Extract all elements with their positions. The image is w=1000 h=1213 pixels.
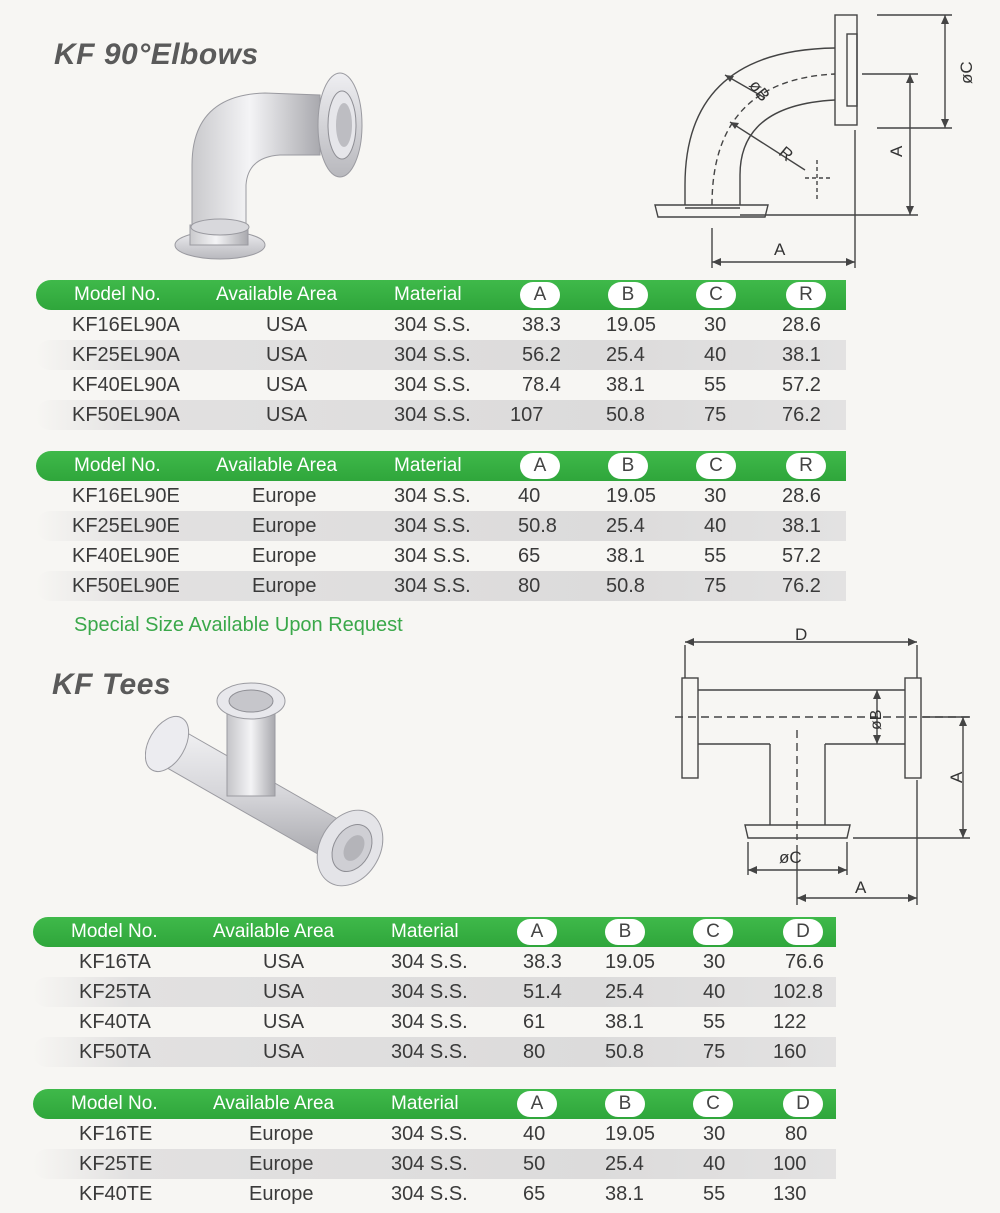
cell-a: 61 xyxy=(523,1011,546,1033)
cell-material: 304 S.S. xyxy=(394,374,471,396)
header-b: B xyxy=(608,282,648,308)
cell-d: 122 xyxy=(773,1011,807,1033)
cell-material: 304 S.S. xyxy=(391,1011,468,1033)
cell-b: 38.1 xyxy=(606,374,645,396)
elbow-dim-a-horizontal: A xyxy=(774,240,786,259)
cell-c: 40 xyxy=(704,515,727,537)
cell-b: 19.05 xyxy=(605,951,656,973)
cell-a: 56.2 xyxy=(522,344,561,366)
tee-dim-a-horizontal: A xyxy=(855,878,867,897)
header-c: C xyxy=(696,453,736,479)
header-model: Model No. xyxy=(71,1093,158,1114)
cell-area: USA xyxy=(263,1011,305,1033)
cell-material: 304 S.S. xyxy=(391,1041,468,1063)
cell-a: 65 xyxy=(523,1183,546,1205)
cell-c: 40 xyxy=(703,981,726,1003)
header-a: A xyxy=(517,919,557,945)
cell-b: 19.05 xyxy=(605,1123,656,1145)
cell-b: 25.4 xyxy=(606,515,645,537)
cell-area: USA xyxy=(263,981,305,1003)
cell-model: KF40TA xyxy=(79,1011,151,1033)
cell-model: KF50EL90A xyxy=(72,404,180,426)
header-area: Available Area xyxy=(213,1093,335,1114)
cell-a: 65 xyxy=(518,545,541,567)
cell-c: 30 xyxy=(704,314,727,336)
cell-b: 19.05 xyxy=(606,314,657,336)
table-header xyxy=(33,917,836,947)
cell-area: USA xyxy=(266,404,308,426)
header-area: Available Area xyxy=(216,455,338,476)
table-row xyxy=(33,1007,836,1037)
header-material: Material xyxy=(394,284,462,305)
header-model: Model No. xyxy=(74,455,161,476)
cell-b: 50.8 xyxy=(606,575,645,597)
cell-d: 102.8 xyxy=(773,981,824,1003)
tee-dim-b: øB xyxy=(868,709,885,730)
cell-c: 30 xyxy=(704,485,727,507)
header-area: Available Area xyxy=(213,921,335,942)
tee-diagram xyxy=(665,620,985,905)
cell-material: 304 S.S. xyxy=(394,515,471,537)
table-row xyxy=(33,977,836,1007)
elbows-europe-table xyxy=(36,451,846,601)
cell-r: 38.1 xyxy=(782,344,821,366)
cell-area: Europe xyxy=(249,1123,314,1145)
cell-r: 57.2 xyxy=(782,374,821,396)
cell-c: 40 xyxy=(703,1153,726,1175)
tees-title: KF Tees xyxy=(52,668,172,701)
header-a: A xyxy=(520,453,560,479)
cell-a: 40 xyxy=(518,485,541,507)
cell-a: 50.8 xyxy=(518,515,557,537)
cell-model: KF25TA xyxy=(79,981,151,1003)
header-b: B xyxy=(605,919,645,945)
table-row xyxy=(36,511,846,541)
cell-model: KF40EL90E xyxy=(72,545,180,567)
cell-a: 80 xyxy=(523,1041,546,1063)
cell-c: 55 xyxy=(704,545,727,567)
cell-model: KF16TA xyxy=(79,951,151,973)
cell-r: 38.1 xyxy=(782,515,821,537)
elbow-dim-c: øC xyxy=(957,61,976,84)
cell-a: 38.3 xyxy=(523,951,562,973)
tee-dim-a-vertical: A xyxy=(947,771,966,783)
cell-model: KF25EL90E xyxy=(72,515,180,537)
cell-area: USA xyxy=(263,951,305,973)
cell-area: Europe xyxy=(249,1183,314,1205)
cell-model: KF50EL90E xyxy=(72,575,180,597)
cell-area: Europe xyxy=(252,545,317,567)
cell-model: KF40TE xyxy=(79,1183,153,1205)
table-row xyxy=(33,1119,836,1149)
tee-dim-c: øC xyxy=(779,848,802,867)
header-material: Material xyxy=(394,455,462,476)
cell-material: 304 S.S. xyxy=(394,575,471,597)
cell-c: 75 xyxy=(703,1041,726,1063)
header-a: A xyxy=(517,1091,557,1117)
tees-usa-table xyxy=(33,917,836,1067)
header-d: D xyxy=(783,1091,823,1117)
cell-area: Europe xyxy=(252,515,317,537)
cell-a: 78.4 xyxy=(522,374,561,396)
cell-material: 304 S.S. xyxy=(394,314,471,336)
table-header xyxy=(36,280,846,310)
cell-b: 38.1 xyxy=(605,1183,644,1205)
cell-material: 304 S.S. xyxy=(391,1153,468,1175)
table-row xyxy=(36,370,846,400)
cell-c: 55 xyxy=(703,1183,726,1205)
table-row xyxy=(36,481,846,511)
cell-area: Europe xyxy=(252,575,317,597)
header-b: B xyxy=(605,1091,645,1117)
cell-area: USA xyxy=(266,344,308,366)
header-a: A xyxy=(520,282,560,308)
cell-b: 25.4 xyxy=(605,1153,644,1175)
table-row xyxy=(33,1037,836,1067)
header-area: Available Area xyxy=(216,284,338,305)
cell-a: 80 xyxy=(518,575,541,597)
cell-model: KF16EL90A xyxy=(72,314,180,336)
cell-a: 51.4 xyxy=(523,981,562,1003)
table-row xyxy=(36,571,846,601)
cell-c: 55 xyxy=(704,374,727,396)
cell-material: 304 S.S. xyxy=(391,981,468,1003)
cell-c: 75 xyxy=(704,575,727,597)
cell-r: 28.6 xyxy=(782,485,821,507)
tees-europe-table xyxy=(33,1089,836,1209)
table-row xyxy=(36,310,846,340)
cell-model: KF40EL90A xyxy=(72,374,180,396)
cell-r: 76.2 xyxy=(782,404,821,426)
elbow-photo xyxy=(170,55,390,270)
table-row xyxy=(33,1179,836,1209)
table-row xyxy=(33,947,836,977)
cell-d: 100 xyxy=(773,1153,807,1175)
header-r: R xyxy=(786,453,826,479)
elbow-diagram xyxy=(640,10,985,275)
cell-model: KF25TE xyxy=(79,1153,153,1175)
cell-material: 304 S.S. xyxy=(394,545,471,567)
header-model: Model No. xyxy=(74,284,161,305)
cell-r: 57.2 xyxy=(782,545,821,567)
table-row xyxy=(33,1149,836,1179)
cell-d: 76.6 xyxy=(785,951,824,973)
cell-b: 19.05 xyxy=(606,485,657,507)
table-header xyxy=(36,451,846,481)
cell-b: 25.4 xyxy=(606,344,645,366)
cell-model: KF16TE xyxy=(79,1123,153,1145)
header-model: Model No. xyxy=(71,921,158,942)
cell-model: KF25EL90A xyxy=(72,344,180,366)
elbows-usa-table xyxy=(36,280,846,430)
cell-c: 30 xyxy=(703,1123,726,1145)
tee-dim-d: D xyxy=(795,625,808,644)
special-size-note: Special Size Available Upon Request xyxy=(74,614,403,636)
cell-b: 50.8 xyxy=(605,1041,644,1063)
elbow-dim-r: R xyxy=(775,142,797,166)
elbows-title: KF 90°Elbows xyxy=(54,38,259,71)
cell-area: USA xyxy=(266,374,308,396)
header-material: Material xyxy=(391,921,459,942)
cell-c: 55 xyxy=(703,1011,726,1033)
cell-r: 76.2 xyxy=(782,575,821,597)
header-c: C xyxy=(696,282,736,308)
table-row xyxy=(36,400,846,430)
elbow-dim-b: øB xyxy=(745,76,774,105)
cell-model: KF50TA xyxy=(79,1041,151,1063)
table-row xyxy=(36,340,846,370)
cell-area: Europe xyxy=(249,1153,314,1175)
table-row xyxy=(36,541,846,571)
cell-a: 40 xyxy=(523,1123,546,1145)
header-material: Material xyxy=(391,1093,459,1114)
cell-c: 40 xyxy=(704,344,727,366)
cell-material: 304 S.S. xyxy=(391,1123,468,1145)
cell-c: 30 xyxy=(703,951,726,973)
header-b: B xyxy=(608,453,648,479)
table-header xyxy=(33,1089,836,1119)
cell-area: USA xyxy=(266,314,308,336)
cell-material: 304 S.S. xyxy=(391,951,468,973)
cell-b: 38.1 xyxy=(605,1011,644,1033)
cell-model: KF16EL90E xyxy=(72,485,180,507)
cell-c: 75 xyxy=(704,404,727,426)
header-d: D xyxy=(783,919,823,945)
cell-b: 38.1 xyxy=(606,545,645,567)
cell-material: 304 S.S. xyxy=(394,344,471,366)
cell-a: 107 xyxy=(510,404,544,426)
cell-b: 50.8 xyxy=(606,404,645,426)
elbow-dim-a-vertical: A xyxy=(887,145,906,157)
header-c: C xyxy=(693,919,733,945)
cell-a: 38.3 xyxy=(522,314,561,336)
cell-area: Europe xyxy=(252,485,317,507)
cell-d: 80 xyxy=(785,1123,808,1145)
header-c: C xyxy=(693,1091,733,1117)
cell-d: 130 xyxy=(773,1183,807,1205)
cell-a: 50 xyxy=(523,1153,546,1175)
cell-d: 160 xyxy=(773,1041,807,1063)
cell-material: 304 S.S. xyxy=(394,485,471,507)
cell-r: 28.6 xyxy=(782,314,821,336)
cell-b: 25.4 xyxy=(605,981,644,1003)
cell-material: 304 S.S. xyxy=(394,404,471,426)
header-r: R xyxy=(786,282,826,308)
cell-area: USA xyxy=(263,1041,305,1063)
cell-material: 304 S.S. xyxy=(391,1183,468,1205)
tee-photo xyxy=(145,676,400,906)
